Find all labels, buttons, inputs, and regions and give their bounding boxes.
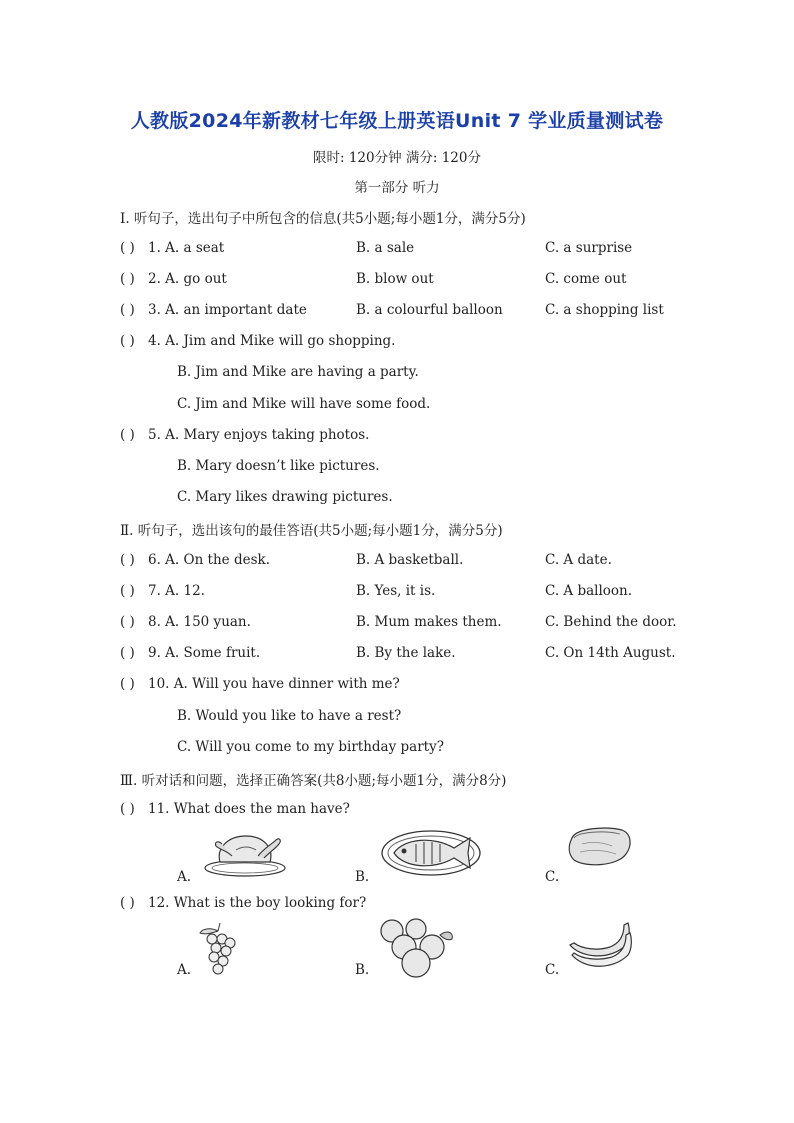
grapes-icon[interactable]: [198, 921, 240, 977]
q9-option-a: 9. A. Some fruit.: [148, 645, 261, 661]
q1-option-b: B. a sale: [356, 240, 415, 256]
q6-option-c: C. A date.: [545, 552, 612, 568]
answer-bracket[interactable]: ( ): [120, 895, 135, 911]
answer-bracket[interactable]: ( ): [120, 240, 135, 256]
answer-bracket[interactable]: ( ): [120, 427, 135, 443]
q5-option-a: 5. A. Mary enjoys taking photos.: [148, 427, 370, 443]
q2-option-a: 2. A. go out: [148, 271, 227, 287]
q11-text: 11. What does the man have?: [148, 801, 350, 817]
answer-bracket[interactable]: ( ): [120, 801, 135, 817]
q2-option-b: B. blow out: [356, 271, 434, 287]
answer-bracket[interactable]: ( ): [120, 676, 135, 692]
q3-option-b: B. a colourful balloon: [356, 302, 503, 318]
answer-bracket[interactable]: ( ): [120, 302, 135, 318]
q12-label-c: C.: [545, 962, 560, 978]
section-1-heading: Ⅰ. 听句子，选出句子中所包含的信息(共5小题;每小题1分，满分5分): [120, 211, 526, 227]
q12-text: 12. What is the boy looking for?: [148, 895, 367, 911]
q7-option-a: 7. A. 12.: [148, 583, 205, 599]
answer-bracket[interactable]: ( ): [120, 583, 135, 599]
q1-option-c: C. a surprise: [545, 240, 633, 256]
q8-option-c: C. Behind the door.: [545, 614, 677, 630]
part-heading: 第一部分 听力: [354, 180, 440, 196]
answer-bracket[interactable]: ( ): [120, 645, 135, 661]
q11-label-c: C.: [545, 869, 560, 885]
section-2-heading: Ⅱ. 听句子，选出该句的最佳答语(共5小题;每小题1分，满分5分): [120, 523, 503, 539]
q3-option-c: C. a shopping list: [545, 302, 664, 318]
q10-option-a: 10. A. Will you have dinner with me?: [148, 676, 400, 692]
q9-option-c: C. On 14th August.: [545, 645, 676, 661]
q10-option-c: C. Will you come to my birthday party?: [177, 739, 444, 755]
roast-chicken-icon[interactable]: [202, 826, 288, 878]
answer-bracket[interactable]: ( ): [120, 271, 135, 287]
q5-option-b: B. Mary doesn’t like pictures.: [177, 458, 380, 474]
q7-option-c: C. A balloon.: [545, 583, 633, 599]
steak-icon[interactable]: [566, 824, 634, 870]
q11-picture-options: [0, 822, 794, 892]
q6-option-a: 6. A. On the desk.: [148, 552, 270, 568]
q12-label-a: A.: [177, 962, 192, 978]
q12-picture-options: [0, 915, 794, 985]
oranges-icon[interactable]: [378, 917, 458, 979]
answer-bracket[interactable]: ( ): [120, 333, 135, 349]
q11-label-b: B.: [355, 869, 370, 885]
q8-option-b: B. Mum makes them.: [356, 614, 502, 630]
q12-label-b: B.: [355, 962, 370, 978]
q6-option-b: B. A basketball.: [356, 552, 464, 568]
q5-option-c: C. Mary likes drawing pictures.: [177, 489, 393, 505]
q11-label-a: A.: [177, 869, 192, 885]
answer-bracket[interactable]: ( ): [120, 552, 135, 568]
q7-option-b: B. Yes, it is.: [356, 583, 436, 599]
q10-option-b: B. Would you like to have a rest?: [177, 708, 402, 724]
q8-option-a: 8. A. 150 yuan.: [148, 614, 251, 630]
answer-bracket[interactable]: ( ): [120, 614, 135, 630]
banana-icon[interactable]: [566, 921, 634, 973]
q9-option-b: B. By the lake.: [356, 645, 456, 661]
exam-title: 人教版2024年新教材七年级上册英语Unit 7 学业质量测试卷: [130, 110, 664, 132]
q2-option-c: C. come out: [545, 271, 627, 287]
fish-plate-icon[interactable]: [380, 824, 482, 878]
q4-option-b: B. Jim and Mike are having a party.: [177, 364, 419, 380]
q1-option-a: 1. A. a seat: [148, 240, 225, 256]
section-3-heading: Ⅲ. 听对话和问题，选择正确答案(共8小题;每小题1分，满分8分): [120, 773, 507, 789]
q4-option-c: C. Jim and Mike will have some food.: [177, 396, 431, 412]
q4-option-a: 4. A. Jim and Mike will go shopping.: [148, 333, 396, 349]
exam-subtitle: 限时: 120分钟 满分: 120分: [312, 150, 481, 166]
q3-option-a: 3. A. an important date: [148, 302, 307, 318]
